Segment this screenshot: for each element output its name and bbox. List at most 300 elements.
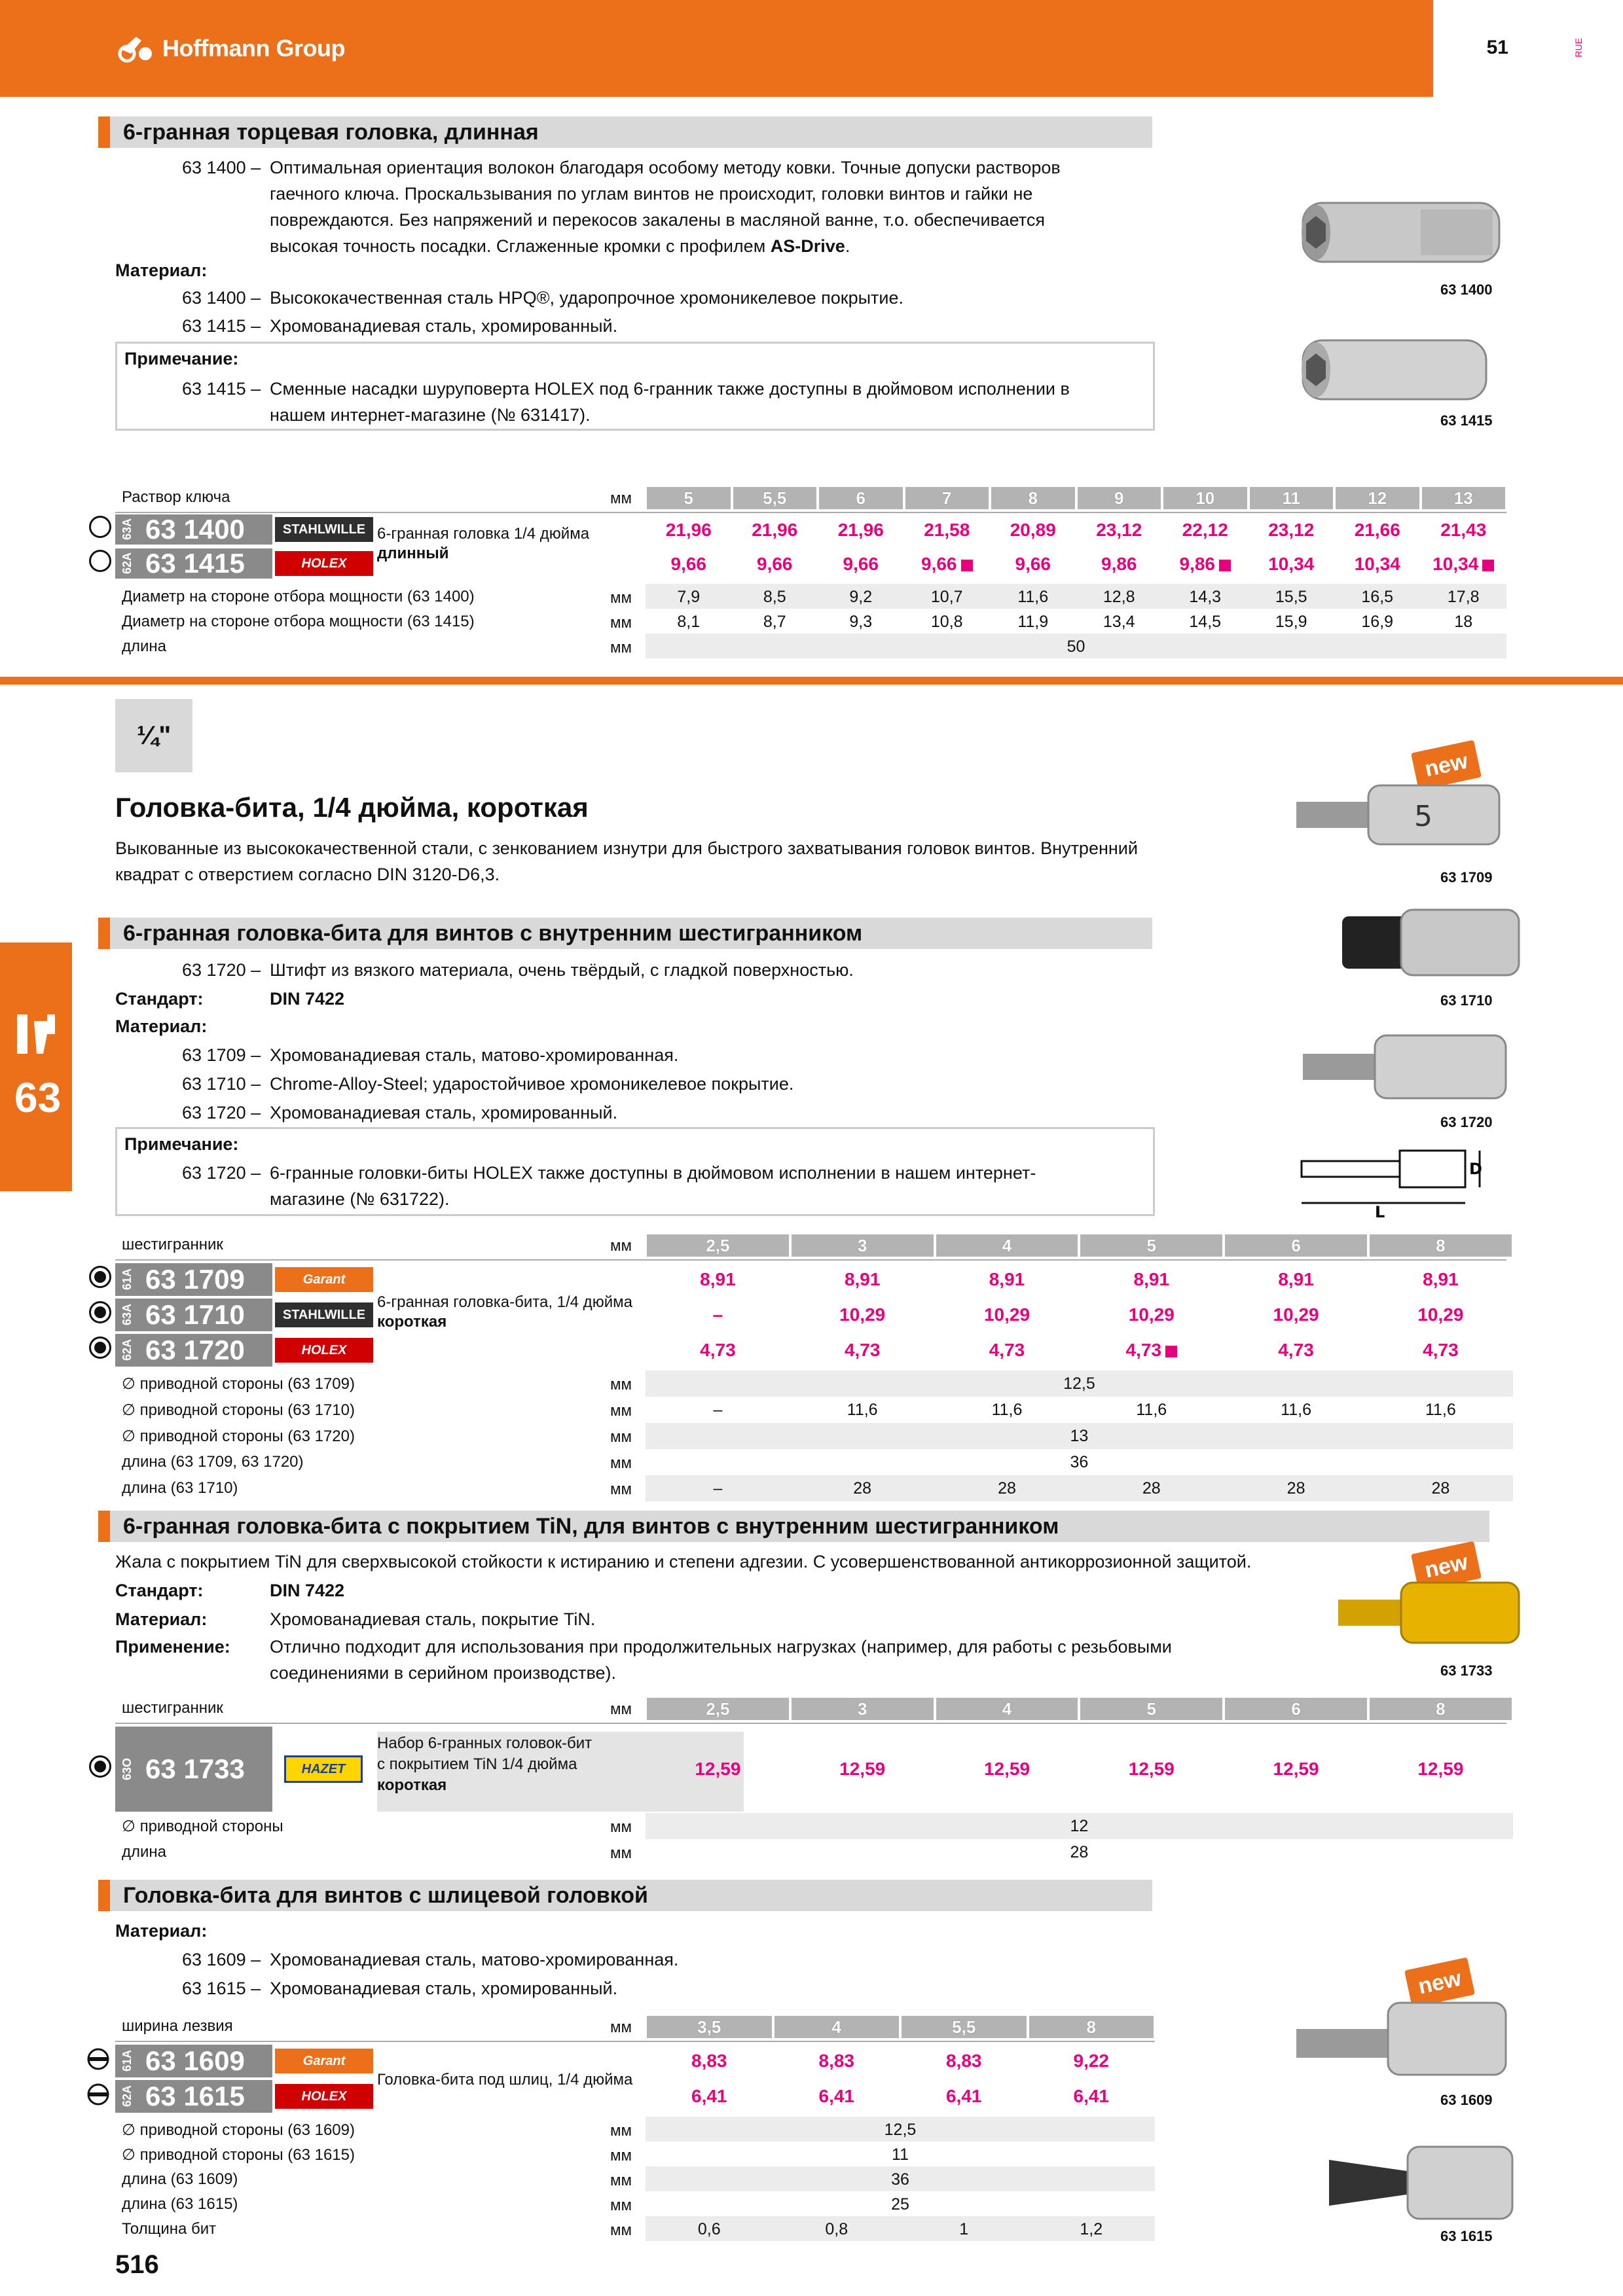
hex-bit-socket-image — [1290, 772, 1512, 857]
availability-marker — [1482, 560, 1494, 571]
price-cell[interactable]: 20,89 — [1010, 520, 1056, 540]
spec-value-span: 12 — [1070, 1817, 1089, 1835]
size-header-cell: 2,5 — [647, 1234, 789, 1257]
spec-value: 0,6 — [697, 2220, 721, 2238]
slotted-screw-icon — [86, 2047, 110, 2071]
price-cell[interactable]: 8,91 — [989, 1269, 1025, 1289]
article-number: 63 1733 — [145, 1753, 245, 1784]
select-radio[interactable] — [89, 550, 111, 572]
drive-size-box: ¼" — [115, 699, 192, 772]
price-cell[interactable]: 9,66 — [843, 554, 879, 574]
spec-value: 13,4 — [1103, 613, 1135, 631]
price-cell[interactable]: 8,83 — [818, 2051, 854, 2071]
desc-text: Штифт из вязкого материала, очень твёрдый, с гладкой поверхностью. — [270, 960, 854, 980]
spec-unit: мм — [610, 2122, 632, 2140]
spec-value: 11,6 — [1281, 1401, 1311, 1419]
brand-logo-hazet: HAZET — [284, 1755, 363, 1783]
price-table-631709 — [115, 1232, 1506, 1498]
note-code: 63 1415 – — [182, 379, 261, 399]
new-badge: new — [1404, 1957, 1475, 2007]
spec-unit: мм — [610, 589, 632, 607]
slotted-screw-icon — [86, 2083, 110, 2106]
material-label: Материал: — [115, 1609, 208, 1629]
spec-label: длина (63 1710) — [122, 1479, 238, 1497]
spec-value: 12,8 — [1103, 588, 1135, 606]
note-code: 63 1720 – — [182, 1163, 261, 1183]
socket-long-holex-image — [1290, 327, 1512, 412]
size-header-cell: 6 — [819, 487, 903, 509]
desc-code: 63 1720 – — [182, 960, 261, 980]
size-header-cell: 6 — [1225, 1234, 1367, 1257]
price-cell[interactable]: 12,59 — [695, 1759, 741, 1779]
article-number: 63 1720 — [145, 1335, 245, 1365]
material-label: Материал: — [115, 1016, 208, 1036]
spec-unit: мм — [610, 614, 632, 632]
spec-unit: мм — [610, 2221, 632, 2239]
spec-label: ∅ приводной стороны (63 1709) — [122, 1375, 355, 1393]
spec-unit: мм — [610, 2147, 632, 2164]
header-label: Раствор ключа — [122, 488, 230, 506]
spec-unit: мм — [610, 2197, 632, 2214]
spec-value: 28 — [853, 1479, 872, 1498]
price-cell[interactable]: 21,58 — [924, 520, 970, 540]
price-cell[interactable]: 9,66 — [757, 554, 793, 574]
spec-value: 11,6 — [1136, 1401, 1167, 1419]
price-cell[interactable]: 21,43 — [1440, 520, 1487, 540]
spec-value: 1 — [959, 2220, 969, 2238]
standard-value: DIN 7422 — [270, 989, 345, 1009]
spec-unit: мм — [610, 1402, 632, 1420]
size-header-cell: 5 — [1080, 1698, 1222, 1720]
section-title: 6-гранная торцевая головка, длинная — [123, 119, 539, 145]
size-header-cell: 5,5 — [902, 2016, 1027, 2038]
spec-value: 9,2 — [849, 588, 873, 606]
page-header — [0, 0, 1623, 97]
price-cell[interactable]: 6,41 — [691, 2086, 727, 2106]
product-desc: 6-гранная головка 1/4 дюйма — [377, 525, 590, 543]
image-caption: 63 1415 — [1440, 412, 1493, 429]
section-title-bar — [98, 117, 1152, 148]
size-header-cell: 9 — [1078, 487, 1161, 509]
section-title: 6-гранная головка-бита с покрытием TiN, для винтов с внутренним шестигранником — [123, 1513, 1059, 1539]
desc-line: квадрат с отверстием согласно DIN 3120-D6,3. — [115, 865, 500, 884]
spec-value: 10,7 — [930, 588, 963, 606]
desc-line: гаечного ключа. Проскальзывания по углам винтов не происходит, головки винтов и гайки не — [270, 184, 1033, 204]
availability-marker — [961, 560, 973, 571]
spec-label: длина — [122, 1843, 167, 1861]
price-cell[interactable]: 4,73 — [700, 1340, 736, 1360]
price-cell[interactable]: 23,12 — [1096, 520, 1142, 540]
material-text: Chrome-Alloy-Steel; ударостойчивое хромоникелевое покрытие. — [270, 1074, 794, 1094]
size-header-cell: 5,5 — [733, 487, 817, 509]
price-cell[interactable]: 6,41 — [946, 2086, 982, 2106]
use-text — [270, 1634, 1172, 1686]
product-desc-bold: короткая — [377, 1776, 447, 1794]
spec-value: 17,8 — [1447, 588, 1480, 606]
price-cell[interactable]: 10,29 — [983, 1304, 1030, 1325]
size-header-cell: 12 — [1336, 487, 1419, 509]
material-code: 63 1609 – — [182, 1950, 261, 1969]
spec-value: 10,8 — [930, 613, 963, 631]
slotted-bit-image — [1290, 1990, 1512, 2088]
select-radio[interactable] — [89, 1266, 111, 1288]
price-cell[interactable]: 4,73 — [989, 1340, 1025, 1360]
use-line: соединениями в серийном производстве). — [270, 1663, 617, 1683]
spec-value: 7,9 — [677, 588, 701, 606]
select-radio[interactable] — [89, 1755, 111, 1778]
spec-unit: мм — [610, 2172, 632, 2189]
article-number: 63 1709 — [145, 1264, 245, 1295]
note-line: магазине (№ 631722). — [270, 1189, 450, 1209]
spec-value: 14,3 — [1189, 588, 1222, 606]
article-tag: 63A — [120, 518, 134, 541]
spec-label: длина (63 1615) — [122, 2195, 238, 2213]
note-label: Примечание: — [124, 349, 239, 368]
header-unit: мм — [610, 1700, 632, 1718]
spec-label: длина (63 1709, 63 1720) — [122, 1453, 304, 1471]
price-cell[interactable]: 4,73 — [1423, 1340, 1459, 1360]
header-unit: мм — [610, 2018, 632, 2036]
material-text: Хромованадиевая сталь, хромированный. — [270, 1979, 618, 1998]
section-title-bar — [98, 1880, 1152, 1911]
price-cell[interactable]: 12,59 — [1417, 1759, 1464, 1779]
product-desc: 6-гранная головка-бита, 1/4 дюйма — [377, 1293, 632, 1311]
size-header-cell: 10 — [1163, 487, 1247, 509]
spec-label: ∅ приводной стороны (63 1615) — [122, 2146, 355, 2164]
size-header-cell: 7 — [905, 487, 989, 509]
spec-value: 11,9 — [1017, 613, 1049, 631]
header-label: шестигранник — [122, 1236, 223, 1253]
price-cell[interactable]: 12,59 — [983, 1759, 1030, 1779]
spec-label: ∅ приводной стороны — [122, 1818, 283, 1835]
size-header-cell: 3 — [792, 1234, 934, 1257]
price-cell[interactable]: 4,73 — [1278, 1340, 1314, 1360]
spec-value-span: 13 — [1070, 1427, 1089, 1445]
price-cell[interactable]: 12,59 — [1128, 1759, 1175, 1779]
price-cell[interactable]: 9,22 — [1073, 2051, 1109, 2071]
spec-label: длина — [122, 637, 167, 655]
size-header-cell: 2,5 — [647, 1698, 789, 1720]
image-caption: 63 1710 — [1440, 992, 1493, 1009]
hex-bit-socket-black-image — [1329, 903, 1525, 982]
spec-value: 28 — [1286, 1479, 1305, 1498]
article-number-block[interactable] — [115, 514, 272, 545]
select-radio[interactable] — [89, 1301, 111, 1323]
spec-value-span: 12,5 — [884, 2121, 917, 2139]
price-cell[interactable]: 10,29 — [839, 1304, 886, 1325]
spec-value: 11,6 — [1017, 588, 1049, 606]
price-cell[interactable]: 8,91 — [700, 1269, 736, 1289]
socket-long-image — [1290, 190, 1512, 275]
price-table-631609 — [115, 2013, 1155, 2242]
material-code: 63 1710 – — [182, 1074, 261, 1094]
product-desc-bold: короткая — [377, 1313, 447, 1331]
page-number-top: 51 — [1486, 37, 1508, 58]
spec-unit: мм — [610, 1818, 632, 1836]
spec-value-span: 25 — [891, 2195, 909, 2214]
product-desc: Набор 6-гранных головок-бит — [377, 1734, 593, 1752]
price-cell[interactable]: 12,59 — [839, 1759, 886, 1779]
image-caption: 63 1609 — [1440, 2092, 1493, 2108]
new-badge: new — [1411, 1541, 1482, 1591]
material-text: Хромованадиевая сталь, матово-хромированная. — [270, 1045, 679, 1065]
size-header-cell: 6 — [1225, 1698, 1367, 1720]
material-code: 63 1400 – — [182, 288, 261, 308]
divider — [115, 1259, 1506, 1261]
article-number-block[interactable] — [115, 2080, 272, 2113]
select-radio[interactable] — [89, 1336, 111, 1359]
spec-value: 15,5 — [1275, 588, 1307, 606]
price-table-631733 — [115, 1695, 1506, 1865]
spec-value-span: 11 — [892, 2145, 909, 2164]
use-label: Применение: — [115, 1637, 230, 1657]
brand-logo-holex: HOLEX — [275, 1338, 373, 1363]
dim-label-l: L — [1375, 1203, 1385, 1219]
product-desc-bold: длинный — [377, 545, 449, 562]
desc-line: Оптимальная ориентация волокон благодаря особому методу ковки. Точные допуски растворов — [270, 158, 1061, 177]
article-tag: 61A — [120, 1268, 134, 1291]
spec-value: 0,8 — [825, 2220, 848, 2238]
svg-text:5: 5 — [1414, 800, 1432, 833]
article-tag: 62A — [120, 1339, 134, 1361]
header-label: шестигранник — [122, 1699, 223, 1717]
use-line: Отлично подходит для использования при продолжительных нагрузках (например, для работы с резьбовыми — [270, 1637, 1172, 1657]
price-cell[interactable]: 9,86 — [1101, 554, 1137, 574]
spec-value-span: 36 — [891, 2170, 909, 2189]
as-drive-label: AS-Drive — [770, 236, 845, 256]
size-header-cell: 13 — [1422, 487, 1506, 509]
price-cell[interactable]: 8,91 — [1133, 1269, 1170, 1289]
main-title: Головка-бита, 1/4 дюйма, короткая — [115, 792, 589, 823]
chapter-tab — [0, 942, 72, 1191]
product-desc: Головка-бита под шлиц, 1/4 дюйма — [377, 2071, 633, 2089]
brand-logo-stahlwille: STAHLWILLE — [275, 1302, 373, 1327]
spec-value: 1,2 — [1080, 2220, 1103, 2238]
material-code: 63 1415 – — [182, 316, 261, 336]
price-cell[interactable]: 9,66 — [670, 554, 706, 574]
size-header-cell: 8 — [1370, 1698, 1512, 1720]
price-cell[interactable]: 4,73 — [1079, 1335, 1224, 1365]
spec-unit: мм — [610, 639, 632, 656]
article-number: 63 1415 — [145, 548, 245, 579]
spec-value: 11,6 — [991, 1401, 1023, 1419]
price-cell[interactable]: 10,34 — [1268, 554, 1315, 574]
dimension-drawing — [1296, 1147, 1493, 1219]
section-description — [270, 154, 1147, 259]
product-desc: с покрытием TiN 1/4 дюйма — [377, 1755, 577, 1773]
spec-value: 15,9 — [1275, 613, 1307, 631]
size-header-cell: 4 — [936, 1234, 1078, 1257]
desc-line: повреждаются. Без напряжений и перекосов закалены в масляной ванне, т.о. обеспечивается — [270, 210, 1045, 230]
material-code: 63 1709 – — [182, 1045, 261, 1065]
brand-logo-garant: Garant — [275, 1267, 373, 1292]
hoffmann-logo-icon — [117, 34, 153, 63]
size-header-cell: 3,5 — [647, 2016, 772, 2038]
article-number: 63 1615 — [145, 2081, 245, 2111]
brand-logo[interactable] — [117, 34, 345, 63]
spec-value: 16,5 — [1361, 588, 1394, 606]
spec-value: 11,6 — [1425, 1401, 1456, 1419]
note-text — [270, 1160, 1036, 1212]
material-text: Хромованадиевая сталь, покрытие TiN. — [270, 1609, 596, 1629]
desc-line: Выкованные из высококачественной стали, с зенкованием изнутри для быстрого захватывания головок винтов. Внутренний — [115, 838, 1138, 858]
spec-unit: мм — [610, 1480, 632, 1498]
price-cell[interactable]: 9,86 — [1162, 550, 1249, 579]
price-cell[interactable]: – — [712, 1304, 723, 1325]
spec-value: 28 — [1142, 1479, 1161, 1498]
spec-label: ∅ приводной стороны (63 1609) — [122, 2121, 355, 2139]
spec-label: ∅ приводной стороны (63 1710) — [122, 1401, 355, 1419]
image-caption: 63 1720 — [1440, 1114, 1493, 1130]
price-cell[interactable]: 8,83 — [946, 2051, 982, 2071]
desc-line — [270, 233, 1147, 259]
header-label: ширина лезвия — [122, 2017, 233, 2035]
image-caption: 63 1400 — [1440, 281, 1493, 298]
article-number-block[interactable] — [115, 1727, 272, 1812]
price-cell[interactable]: 22,12 — [1182, 520, 1228, 540]
spec-value-span: 12,5 — [1063, 1374, 1095, 1393]
spec-value: 11,6 — [847, 1401, 878, 1419]
price-cell[interactable]: 23,12 — [1268, 520, 1315, 540]
price-cell[interactable]: 6,41 — [1073, 2086, 1109, 2106]
spec-value: 14,5 — [1189, 613, 1222, 631]
note-line: Сменные насадки шуруповерта HOLEX под 6-гранник также доступны в дюймовом исполнении в — [270, 379, 1070, 399]
spec-value-span: 50 — [1067, 637, 1085, 656]
article-number: 63 1609 — [145, 2045, 245, 2076]
divider — [115, 512, 1506, 513]
section-title-bar — [98, 1511, 1489, 1542]
spec-value: 28 — [1431, 1479, 1450, 1498]
spec-value: 8,5 — [763, 588, 786, 606]
section-description: Жала с покрытием TiN для сверхвысокой стойкости к истиранию и степени адгезии. С усовершенствованной антикоррозионной защитой. — [115, 1552, 1252, 1571]
note-label: Примечание: — [124, 1134, 239, 1154]
price-cell[interactable]: 21,96 — [837, 520, 884, 540]
brand-name: Hoffmann Group — [162, 35, 345, 62]
availability-marker — [1219, 560, 1231, 571]
price-cell[interactable]: 21,66 — [1354, 520, 1400, 540]
price-cell[interactable]: 21,96 — [665, 520, 712, 540]
price-cell[interactable]: 8,91 — [844, 1269, 881, 1289]
article-tag: 61A — [120, 2050, 134, 2072]
spec-label: Толщина бит — [122, 2220, 217, 2238]
image-caption: 63 1709 — [1440, 869, 1493, 886]
material-code: 63 1720 – — [182, 1103, 261, 1122]
price-cell[interactable]: 6,41 — [818, 2086, 854, 2106]
new-badge: new — [1411, 740, 1482, 790]
standard-label: Стандарт: — [115, 989, 204, 1009]
price-cell[interactable]: 10,34 — [1421, 550, 1507, 579]
spec-value: 28 — [998, 1479, 1016, 1498]
spec-label: длина (63 1609) — [122, 2170, 238, 2188]
spec-value: 8,1 — [677, 613, 701, 631]
article-tag: 63A — [120, 1304, 134, 1326]
divider — [115, 2041, 1155, 2042]
spec-unit: мм — [610, 1454, 632, 1472]
spec-unit: мм — [610, 1376, 632, 1393]
article-number-block[interactable] — [115, 548, 272, 579]
header-white-corner — [1433, 0, 1623, 97]
section-title-bar — [98, 918, 1152, 949]
material-text: Высококачественная сталь HPQ®, ударопрочное хромоникелевое покрытие. — [270, 288, 903, 308]
section-title: Головка-бита для винтов с шлицевой головкой — [123, 1882, 648, 1908]
material-text: Хромованадиевая сталь, хромированный. — [270, 1103, 618, 1122]
dim-label-d: D — [1469, 1160, 1482, 1178]
article-tag: 63O — [120, 1757, 134, 1781]
price-cell[interactable]: 9,66 — [1015, 554, 1051, 574]
desc-text: высокая точность посадки. Сглаженные кромки с профилем — [270, 236, 771, 256]
price-cell[interactable]: 9,66 — [904, 550, 991, 579]
divider — [115, 1723, 1506, 1724]
spec-value: 18 — [1454, 613, 1473, 631]
spec-label: Диаметр на стороне отбора мощности (63 1400) — [122, 588, 475, 605]
price-cell[interactable]: 21,96 — [752, 520, 798, 540]
spec-unit: мм — [610, 1428, 632, 1446]
material-text: Хромованадиевая сталь, матово-хромированная. — [270, 1950, 679, 1969]
price-cell[interactable]: 8,83 — [691, 2051, 727, 2071]
note-line: нашем интернет-магазине (№ 631417). — [270, 405, 591, 425]
price-cell[interactable]: 12,59 — [1273, 1759, 1319, 1779]
spec-value-span: 36 — [1070, 1453, 1089, 1471]
size-header-cell: 11 — [1250, 487, 1334, 509]
size-header-cell: 4 — [775, 2016, 900, 2038]
material-label: Материал: — [115, 260, 208, 280]
brand-logo-stahlwille: STAHLWILLE — [275, 517, 373, 542]
brand-logo-holex: HOLEX — [275, 2084, 373, 2109]
article-number: 63 1710 — [145, 1299, 245, 1330]
price-cell[interactable]: 8,91 — [1423, 1269, 1459, 1289]
price-cell[interactable]: 10,29 — [1417, 1304, 1464, 1325]
spec-value: – — [713, 1479, 723, 1498]
note-text — [270, 376, 1070, 428]
availability-marker — [1165, 1346, 1177, 1357]
price-cell[interactable]: 10,34 — [1354, 554, 1400, 574]
article-number-block[interactable] — [115, 1299, 272, 1331]
price-cell[interactable]: 4,73 — [844, 1340, 881, 1360]
spec-value: 8,7 — [763, 613, 786, 631]
article-number: 63 1400 — [145, 514, 245, 545]
article-number-block[interactable] — [115, 2045, 272, 2077]
size-header-cell: 8 — [1029, 2016, 1154, 2038]
region-code: RUE — [1573, 38, 1584, 58]
section-separator — [0, 677, 1623, 685]
price-cell[interactable]: 10,29 — [1128, 1304, 1175, 1325]
article-tag: 62A — [120, 2085, 134, 2108]
article-number-block[interactable] — [115, 1263, 272, 1296]
size-header-cell: 8 — [991, 487, 1075, 509]
chapter-number: 63 — [14, 1074, 62, 1121]
slotted-bit-holex-image — [1322, 2134, 1519, 2225]
size-header-cell: 5 — [647, 487, 731, 509]
size-header-cell: 5 — [1080, 1234, 1222, 1257]
note-line: 6-гранные головки-биты HOLEX также доступны в дюймовом исполнении в нашем интернет- — [270, 1163, 1036, 1183]
desc-code: 63 1400 – — [182, 158, 261, 177]
standard-label: Стандарт: — [115, 1581, 204, 1600]
price-cell[interactable]: 8,91 — [1278, 1269, 1314, 1289]
spec-value: 9,3 — [849, 613, 873, 631]
main-description — [115, 835, 1228, 888]
price-cell[interactable]: 10,29 — [1273, 1304, 1319, 1325]
price-table-631400 — [115, 484, 1506, 661]
size-header-cell: 3 — [792, 1698, 934, 1720]
period: . — [845, 236, 850, 256]
tin-hex-bit-image — [1336, 1577, 1525, 1649]
brand-logo-holex: HOLEX — [275, 551, 373, 576]
spec-label: ∅ приводной стороны (63 1720) — [122, 1427, 355, 1445]
header-unit: мм — [610, 1237, 632, 1255]
image-caption: 63 1733 — [1440, 1662, 1493, 1679]
article-number-block[interactable] — [115, 1334, 272, 1367]
select-radio[interactable] — [89, 516, 111, 538]
